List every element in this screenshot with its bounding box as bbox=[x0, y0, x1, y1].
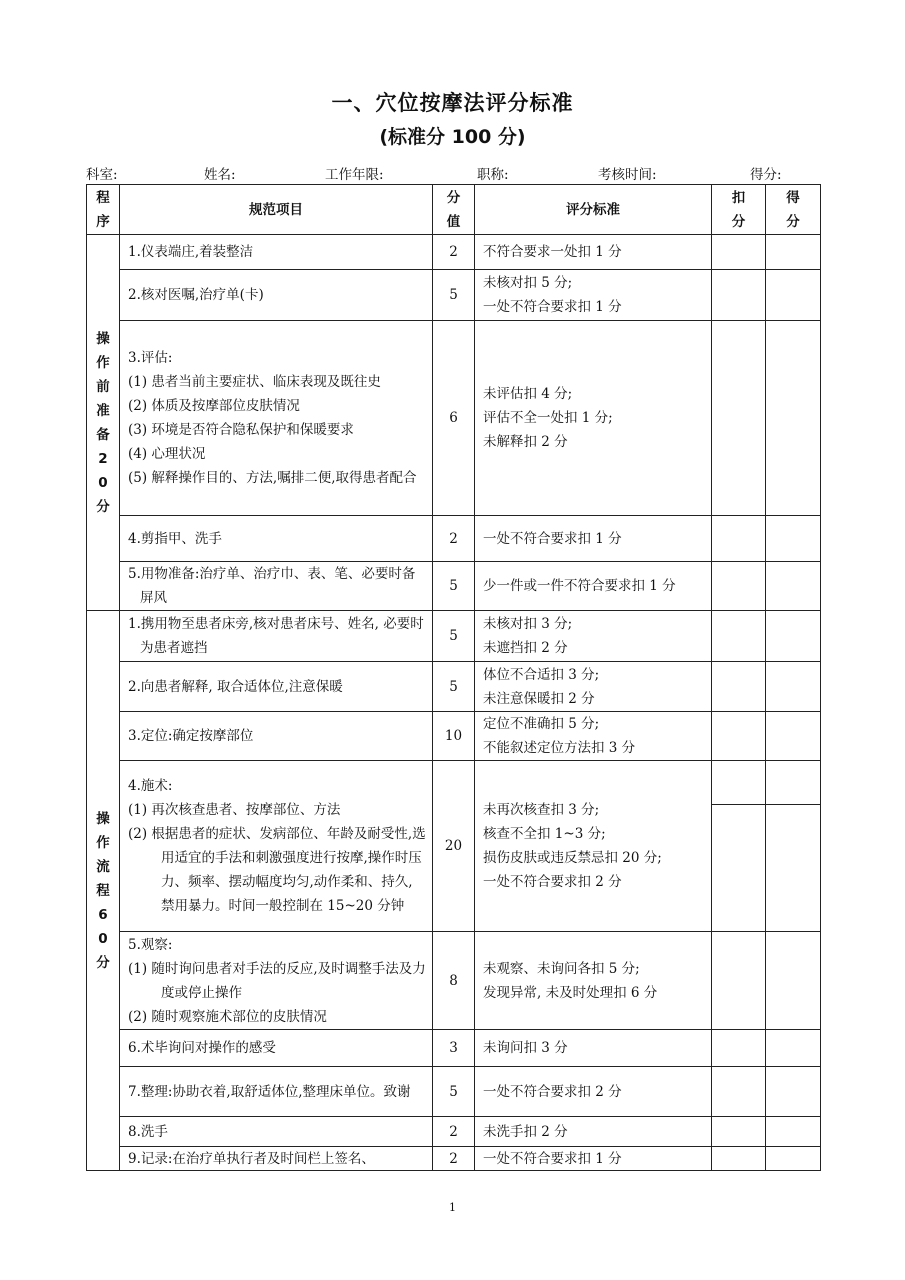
col-header-got: 得分 bbox=[766, 185, 821, 235]
standard-cell: 体位不合适扣 3 分; 未注意保暖扣 2 分 bbox=[475, 662, 712, 712]
value-cell: 5 bbox=[433, 270, 475, 321]
deduct-cell[interactable] bbox=[712, 1117, 766, 1147]
scoring-table bbox=[86, 184, 821, 1171]
table-row bbox=[87, 712, 821, 761]
value-cell: 8 bbox=[433, 932, 475, 1030]
value-cell: 6 bbox=[433, 321, 475, 516]
deduct-cell[interactable] bbox=[712, 562, 766, 611]
department-label: 科室: bbox=[86, 167, 118, 183]
value-cell: 2 bbox=[433, 1117, 475, 1147]
item-cell: 6.术毕询问对操作的感受 bbox=[120, 1030, 433, 1067]
value-cell: 5 bbox=[433, 562, 475, 611]
table-row bbox=[87, 932, 821, 1030]
col-header-value: 分值 bbox=[433, 185, 475, 235]
standard-cell: 不符合要求一处扣 1 分 bbox=[475, 235, 712, 270]
table-row bbox=[87, 562, 821, 611]
item-cell: 3.定位:确定按摩部位 bbox=[120, 712, 433, 761]
standard-cell: 一处不符合要求扣 2 分 bbox=[475, 1067, 712, 1117]
section-prep: 操作前准备20分 bbox=[87, 235, 120, 611]
table-row bbox=[87, 1117, 821, 1147]
value-cell: 2 bbox=[433, 235, 475, 270]
standard-cell: 定位不准确扣 5 分; 不能叙述定位方法扣 3 分 bbox=[475, 712, 712, 761]
standard-cell: 未核对扣 3 分; 未遮挡扣 2 分 bbox=[475, 611, 712, 662]
table-row bbox=[87, 1030, 821, 1067]
table-row bbox=[87, 1147, 821, 1171]
got-cell[interactable] bbox=[766, 562, 821, 611]
table-row bbox=[87, 761, 821, 932]
item-cell: 4.施术: (1) 再次核查患者、按摩部位、方法 (2) 根据患者的症状、发病部位、年龄及耐受性,选用适宜的手法和刺激强度进行按摩,操作时压力、频率、摆动幅度均匀,动作柔和、持久,禁用暴力。时间一般控制在 15~20 分钟 bbox=[120, 761, 433, 932]
deduct-cell[interactable] bbox=[712, 932, 766, 1030]
info-row bbox=[86, 163, 820, 183]
deduct-cell[interactable] bbox=[712, 235, 766, 270]
item-cell: 5.观察: (1) 随时询问患者对手法的反应,及时调整手法及力度或停止操作 (2) 随时观察施术部位的皮肤情况 bbox=[120, 932, 433, 1030]
score-label: 得分: bbox=[750, 167, 782, 183]
standard-cell: 未洗手扣 2 分 bbox=[475, 1117, 712, 1147]
got-cell[interactable] bbox=[766, 712, 821, 761]
got-cell[interactable] bbox=[766, 516, 821, 562]
table-row bbox=[87, 235, 821, 270]
value-cell: 5 bbox=[433, 662, 475, 712]
standard-cell: 少一件或一件不符合要求扣 1 分 bbox=[475, 562, 712, 611]
rank-label: 职称: bbox=[477, 167, 509, 183]
table-row bbox=[87, 611, 821, 662]
got-cell[interactable] bbox=[766, 662, 821, 712]
value-cell: 5 bbox=[433, 611, 475, 662]
value-cell: 3 bbox=[433, 1030, 475, 1067]
item-cell: 3.评估: (1) 患者当前主要症状、临床表现及既往史 (2) 体质及按摩部位皮肤情况 (3) 环境是否符合隐私保护和保暖要求 (4) 心理状况 (5) 解释操作目的、方法,嘱排二便,取得患者配合 bbox=[120, 321, 433, 516]
years-label: 工作年限: bbox=[325, 167, 384, 183]
item-cell: 1.携用物至患者床旁,核对患者床号、姓名, 必要时为患者遮挡 bbox=[120, 611, 433, 662]
page-title: 一、穴位按摩法评分标准 bbox=[331, 91, 574, 115]
standard-cell: 未再次核查扣 3 分; 核查不全扣 1~3 分; 损伤皮肤或违反禁忌扣 20 分; 一处不符合要求扣 2 分 bbox=[475, 761, 712, 932]
deduct-cell[interactable] bbox=[712, 662, 766, 712]
table-row bbox=[87, 1067, 821, 1117]
value-cell: 2 bbox=[433, 1147, 475, 1171]
section-process: 操作流程60分 bbox=[87, 611, 120, 1171]
standard-cell: 未询问扣 3 分 bbox=[475, 1030, 712, 1067]
deduct-cell[interactable] bbox=[712, 270, 766, 321]
standard-cell: 未评估扣 4 分; 评估不全一处扣 1 分; 未解释扣 2 分 bbox=[475, 321, 712, 516]
got-cell[interactable] bbox=[766, 1117, 821, 1147]
deduct-cell[interactable] bbox=[712, 761, 766, 932]
table-row bbox=[87, 516, 821, 562]
col-header-deduct: 扣分 bbox=[712, 185, 766, 235]
got-cell[interactable] bbox=[766, 932, 821, 1030]
got-cell[interactable] bbox=[766, 235, 821, 270]
standard-cell: 一处不符合要求扣 1 分 bbox=[475, 516, 712, 562]
col-header-standard: 评分标准 bbox=[475, 185, 712, 235]
table-header-row bbox=[87, 185, 821, 235]
item-cell: 4.剪指甲、洗手 bbox=[120, 516, 433, 562]
exam-time-label: 考核时间: bbox=[598, 167, 657, 183]
item-cell: 2.核对医嘱,治疗单(卡) bbox=[120, 270, 433, 321]
value-cell: 5 bbox=[433, 1067, 475, 1117]
deduct-cell[interactable] bbox=[712, 611, 766, 662]
page-number: 1 bbox=[449, 1201, 456, 1214]
standard-cell: 未核对扣 5 分; 一处不符合要求扣 1 分 bbox=[475, 270, 712, 321]
got-cell[interactable] bbox=[766, 761, 821, 932]
table-row bbox=[87, 270, 821, 321]
name-label: 姓名: bbox=[204, 167, 236, 183]
deduct-cell[interactable] bbox=[712, 1067, 766, 1117]
item-cell: 1.仪表端庄,着装整洁 bbox=[120, 235, 433, 270]
deduct-cell[interactable] bbox=[712, 1030, 766, 1067]
standard-cell: 未观察、未询问各扣 5 分; 发现异常, 未及时处理扣 6 分 bbox=[475, 932, 712, 1030]
got-cell[interactable] bbox=[766, 611, 821, 662]
col-header-procedure: 程序 bbox=[87, 185, 120, 235]
got-cell[interactable] bbox=[766, 1030, 821, 1067]
value-cell: 2 bbox=[433, 516, 475, 562]
table-row bbox=[87, 321, 821, 516]
deduct-cell[interactable] bbox=[712, 321, 766, 516]
item-cell: 8.洗手 bbox=[120, 1117, 433, 1147]
got-cell[interactable] bbox=[766, 270, 821, 321]
deduct-cell[interactable] bbox=[712, 516, 766, 562]
page-subtitle: (标准分 100 分) bbox=[379, 126, 526, 148]
got-cell[interactable] bbox=[766, 321, 821, 516]
item-cell: 9.记录:在治疗单执行者及时间栏上签名、 bbox=[120, 1147, 433, 1171]
deduct-cell[interactable] bbox=[712, 712, 766, 761]
deduct-cell[interactable] bbox=[712, 1147, 766, 1171]
value-cell: 10 bbox=[433, 712, 475, 761]
value-cell: 20 bbox=[433, 761, 475, 932]
got-cell[interactable] bbox=[766, 1147, 821, 1171]
col-header-item: 规范项目 bbox=[120, 185, 433, 235]
standard-cell: 一处不符合要求扣 1 分 bbox=[475, 1147, 712, 1171]
item-cell: 2.向患者解释, 取合适体位,注意保暖 bbox=[120, 662, 433, 712]
table-row bbox=[87, 662, 821, 712]
item-cell: 7.整理:协助衣着,取舒适体位,整理床单位。致谢 bbox=[120, 1067, 433, 1117]
got-cell[interactable] bbox=[766, 1067, 821, 1117]
item-cell: 5.用物准备:治疗单、治疗巾、表、笔、必要时备屏风 bbox=[120, 562, 433, 611]
